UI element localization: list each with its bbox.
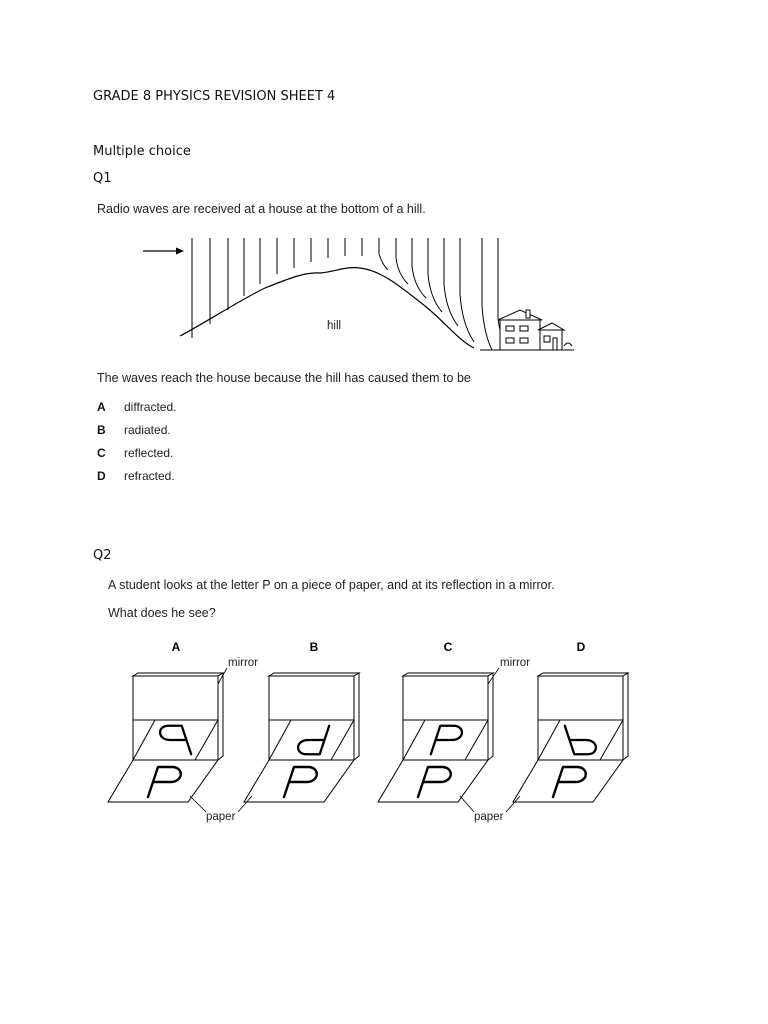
q1-stem: The waves reach the house because the hill has caused them to be bbox=[97, 371, 471, 385]
q2-option-d-panel[interactable] bbox=[513, 673, 628, 802]
wave-direction-arrow bbox=[143, 248, 184, 255]
q2-option-a-panel[interactable] bbox=[108, 673, 223, 802]
paper-label-right: paper bbox=[474, 811, 504, 823]
q2-option-c-panel[interactable] bbox=[378, 673, 493, 802]
q2-question: What does he see? bbox=[108, 606, 216, 620]
q1-option-b-text[interactable]: radiated. bbox=[124, 423, 171, 437]
q1-prompt: Radio waves are received at a house at the bottom of a hill. bbox=[97, 202, 426, 216]
q2-option-d-letter[interactable]: D bbox=[576, 640, 586, 654]
hill-outline bbox=[180, 268, 474, 348]
q2-option-b-panel[interactable] bbox=[244, 673, 359, 802]
q1-option-d-text[interactable]: refracted. bbox=[124, 469, 175, 483]
radio-wavefronts bbox=[192, 238, 506, 350]
q1-option-a-letter[interactable]: A bbox=[97, 400, 106, 414]
paper-label-left: paper bbox=[206, 811, 236, 823]
q2-mirror-diagram bbox=[100, 636, 645, 826]
q2-number: Q2 bbox=[93, 548, 112, 563]
house-icon bbox=[480, 310, 574, 350]
q1-option-a-text[interactable]: diffracted. bbox=[124, 400, 177, 414]
section-heading: Multiple choice bbox=[93, 144, 191, 159]
q1-option-c-letter[interactable]: C bbox=[97, 446, 106, 460]
q2-option-b-letter[interactable]: B bbox=[309, 640, 319, 654]
q2-prompt: A student looks at the letter P on a piece of paper, and at its reflection in a mirror. bbox=[108, 578, 555, 592]
q1-number: Q1 bbox=[93, 171, 112, 186]
q2-option-c-letter[interactable]: C bbox=[443, 640, 453, 654]
q1-option-d-letter[interactable]: D bbox=[97, 469, 106, 483]
q2-option-a-letter[interactable]: A bbox=[171, 640, 181, 654]
q1-option-c-text[interactable]: reflected. bbox=[124, 446, 174, 460]
q1-hill-diagram bbox=[140, 228, 580, 356]
mirror-label-left: mirror bbox=[228, 657, 259, 669]
hill-label: hill bbox=[327, 320, 342, 332]
sheet-title: GRADE 8 PHYSICS REVISION SHEET 4 bbox=[93, 89, 336, 104]
q1-option-b-letter[interactable]: B bbox=[97, 423, 106, 437]
mirror-label-right: mirror bbox=[500, 657, 531, 669]
